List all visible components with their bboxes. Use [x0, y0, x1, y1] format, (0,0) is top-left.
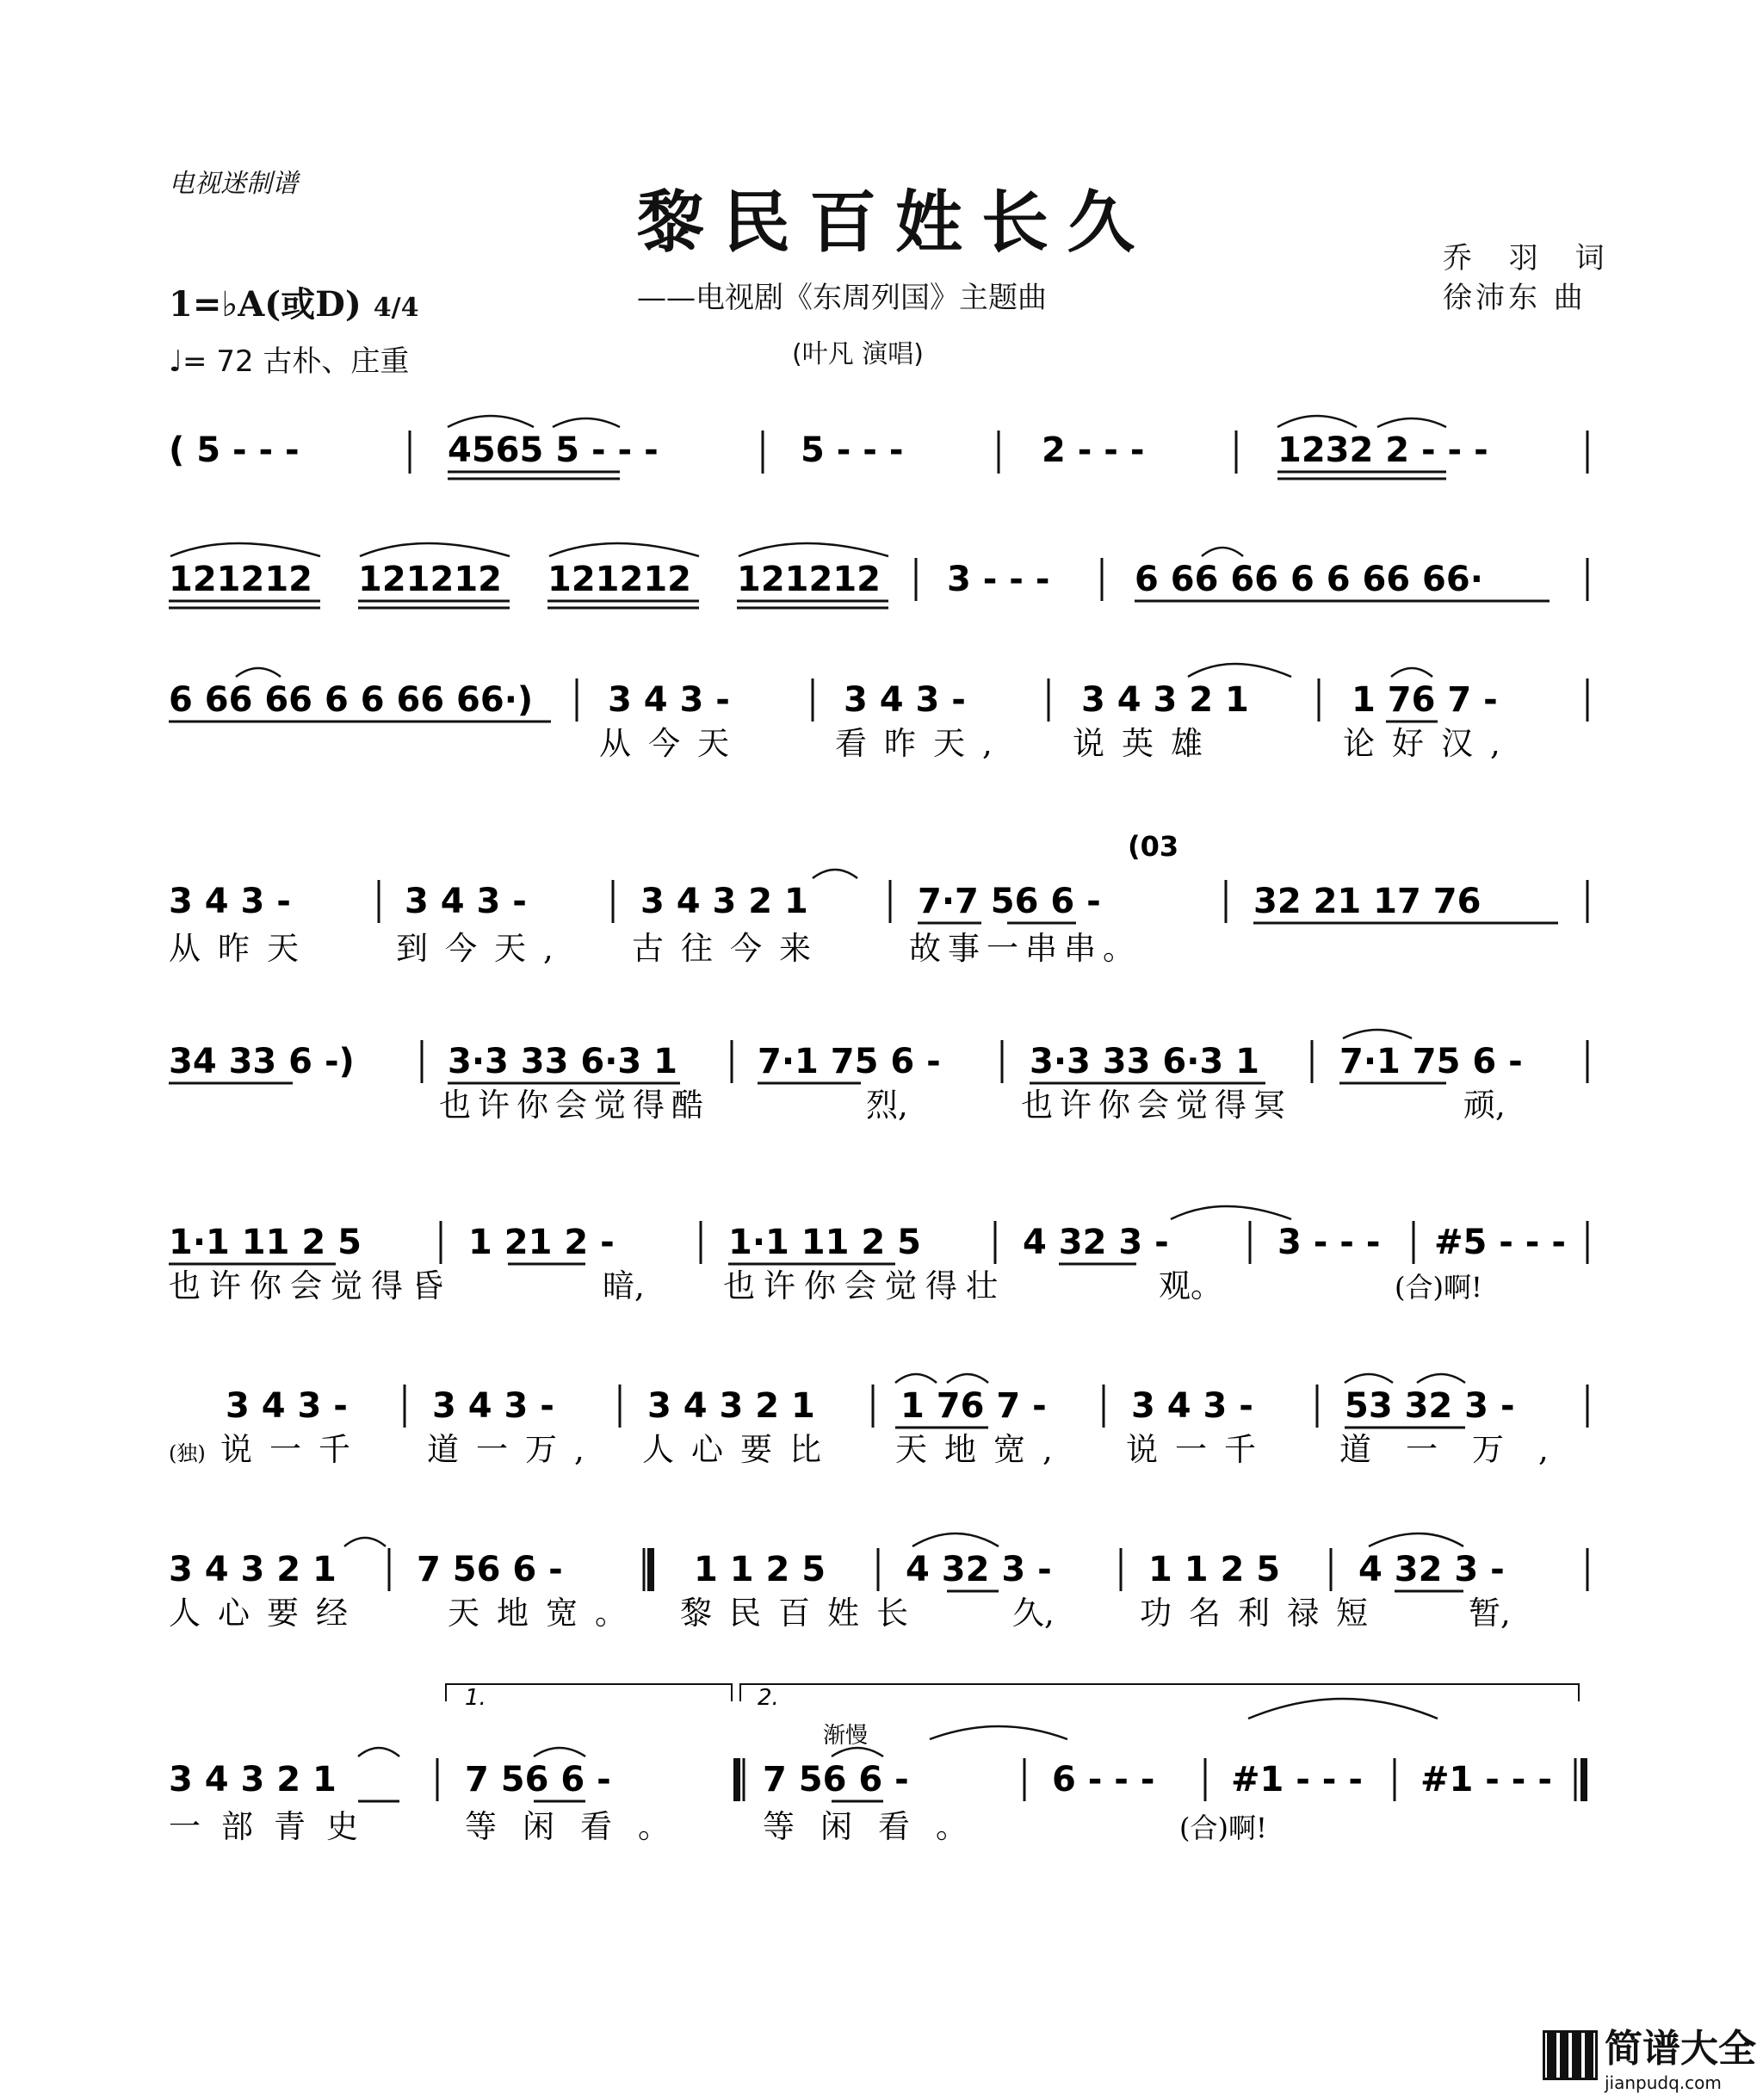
row8-lyric-3: 黎民百姓长: [680, 1595, 925, 1632]
slur: [1345, 1374, 1393, 1383]
row1-m4: 2 - - -: [1042, 431, 1145, 470]
row3-m2: 3 4 3 -: [608, 680, 730, 720]
row6-m4: 4 32 3 -: [1023, 1223, 1169, 1262]
row5-lyric-3: 也许你会觉得冥: [1021, 1087, 1292, 1124]
row3-lyric-2: 看昨天,: [835, 725, 1010, 762]
row5-lyric-1: 也许你会觉得酷: [439, 1087, 710, 1124]
row3-lyric-4: 论好汉,: [1343, 725, 1518, 762]
slur: [358, 1748, 399, 1756]
logo-url: jianpudq.com: [1605, 2072, 1722, 2093]
slur: [1369, 1533, 1463, 1546]
slur: [553, 418, 620, 427]
row4-lyric-1: 从昨天: [169, 930, 316, 967]
row6-m6: #5 - - -: [1434, 1223, 1566, 1262]
row9-m1: 3 4 3 2 1: [169, 1760, 337, 1800]
lyricist: 乔 羽 词: [1443, 241, 1618, 276]
row5-lyric-4: 顽,: [1463, 1087, 1506, 1124]
row7-m6: 53 32 3 -: [1345, 1386, 1515, 1426]
ritardando-mark: 渐慢: [823, 1723, 869, 1749]
singer: (叶凡 演唱): [792, 339, 924, 369]
row7-lyric-5: 说一千: [1126, 1431, 1273, 1468]
row1-m1: ( 5 - - -: [169, 431, 300, 470]
row1-m2: 4565 5 - - -: [448, 431, 659, 470]
row5-m5: 7·1 75 6 -: [1339, 1042, 1523, 1081]
row7-m1: 3 4 3 -: [226, 1386, 348, 1426]
volta-1: [446, 1684, 732, 1701]
composer: 徐沛东 曲: [1443, 281, 1587, 315]
row9-m6: #1 - - -: [1420, 1760, 1552, 1800]
row5-lyric-2: 烈,: [866, 1087, 908, 1124]
row3-m3: 3 4 3 -: [844, 680, 966, 720]
row6-m3: 1·1 11 2 5: [728, 1223, 921, 1262]
row8-lyric-1: 人心要经: [169, 1595, 365, 1632]
slur: [1277, 416, 1357, 427]
row2-m4: 121212: [737, 560, 881, 599]
row7-m2: 3 4 3 -: [432, 1386, 554, 1426]
row6-m5: 3 - - -: [1277, 1223, 1381, 1262]
slur: [344, 1538, 386, 1546]
row2-m1: 121212: [169, 560, 312, 599]
row8-m6: 4 32 3 -: [1358, 1550, 1505, 1589]
row1-m5: 1232 2 - - -: [1277, 431, 1488, 470]
logo-name: 简谱大全: [1605, 2027, 1756, 2071]
slur: [930, 1726, 1067, 1739]
slur: [534, 1748, 585, 1756]
row8-lyric-6: 暂,: [1469, 1595, 1511, 1632]
row7-solo-mark: (独): [169, 1441, 206, 1465]
slur: [1202, 548, 1243, 556]
row7-m4: 1 76 7 -: [900, 1386, 1047, 1426]
row9-m5: #1 - - -: [1231, 1760, 1363, 1800]
slur: [549, 543, 699, 556]
slur: [1377, 418, 1446, 427]
slur: [170, 543, 320, 556]
row3-m1: 6 66 66 6 6 66 66·): [169, 680, 534, 720]
row9-m3: 7 56 6 -: [763, 1760, 909, 1800]
slur: [1188, 664, 1291, 677]
row5-m3: 7·1 75 6 -: [758, 1042, 941, 1081]
slur: [912, 1533, 999, 1546]
row4-pickup: (03: [1128, 830, 1179, 863]
row4-m1: 3 4 3 -: [169, 882, 291, 921]
row7-m3: 3 4 3 2 1: [647, 1386, 815, 1426]
row6-chorus: (合)啊!: [1395, 1271, 1482, 1304]
row8-m3: 1 1 2 5: [694, 1550, 826, 1589]
row7-lyric-1: 说一千: [220, 1431, 368, 1468]
row9-lyric-3: 等闲看。: [763, 1808, 993, 1845]
row8-m5: 1 1 2 5: [1148, 1550, 1281, 1589]
row8-m1: 3 4 3 2 1: [169, 1550, 337, 1589]
row9-lyric-2: 等闲看。: [465, 1808, 696, 1845]
row7-m5: 3 4 3 -: [1131, 1386, 1253, 1426]
row1-m3: 5 - - -: [801, 431, 904, 470]
row6-m2: 1 21 2 -: [468, 1223, 615, 1262]
row3-lyric-1: 从今天: [599, 725, 746, 762]
slur: [236, 668, 281, 677]
piano-keys-icon: [1543, 2030, 1598, 2080]
row4-lyric-4: 故事一串串。: [909, 930, 1141, 967]
row2-m3: 121212: [547, 560, 691, 599]
row8-m4: 4 32 3 -: [906, 1550, 1052, 1589]
site-logo[interactable]: [1543, 2017, 1756, 2093]
row3-m5: 1 76 7 -: [1352, 680, 1498, 720]
row3-m4: 3 4 3 2 1: [1081, 680, 1249, 720]
row2-m2: 121212: [358, 560, 502, 599]
row3-lyric-3: 说英雄: [1073, 725, 1220, 762]
volta-2: [740, 1684, 1579, 1701]
slur: [947, 1374, 988, 1383]
row4-m5: 32 21 17 76: [1253, 882, 1482, 921]
slur: [813, 870, 857, 878]
song-title: 黎民百姓长久: [637, 183, 1154, 262]
row6-lyric-4: 观。: [1159, 1267, 1222, 1304]
slur: [448, 416, 534, 427]
slur: [895, 1374, 937, 1383]
row4-lyric-2: 到今天,: [396, 930, 571, 967]
row6-lyric-2: 暗,: [603, 1267, 645, 1304]
row6-lyric-1: 也许你会觉得昏: [169, 1267, 452, 1304]
row7-lyric-6: 道一万,: [1339, 1431, 1583, 1468]
slur: [832, 1748, 883, 1756]
slur: [1248, 1699, 1438, 1719]
time-signature: 4/4: [373, 293, 419, 323]
row4-m2: 3 4 3 -: [405, 882, 527, 921]
ending-2-label: 2.: [758, 1685, 779, 1711]
slur: [1343, 1030, 1412, 1038]
slur: [1391, 668, 1432, 677]
row7-lyric-2: 道一万,: [427, 1431, 602, 1468]
row4-m4: 7·7 56 6 -: [918, 882, 1101, 921]
row2-m6: 6 66 66 6 6 66 66·: [1135, 560, 1483, 599]
row9-chorus: (合)啊!: [1179, 1812, 1267, 1844]
row5-m2: 3·3 33 6·3 1: [448, 1042, 677, 1081]
row7-lyric-4: 天地宽,: [895, 1431, 1070, 1468]
volta-brackets: [446, 1684, 1579, 1701]
row7-lyric-3: 人心要比: [642, 1431, 838, 1468]
row5-m4: 3·3 33 6·3 1: [1030, 1042, 1259, 1081]
row5-m1: 34 33 6 -): [169, 1042, 355, 1081]
ending-1-label: 1.: [465, 1685, 486, 1711]
key-text: 1=♭A(或D): [169, 284, 362, 325]
slur: [1417, 1374, 1465, 1383]
maker-credit: 电视迷制谱: [169, 169, 298, 199]
row9-m2: 7 56 6 -: [465, 1760, 611, 1800]
row9-m4: 6 - - -: [1052, 1760, 1155, 1800]
row4-m3: 3 4 3 2 1: [640, 882, 808, 921]
row8-lyric-4: 久,: [1012, 1595, 1055, 1632]
row6-m1: 1·1 11 2 5: [169, 1223, 362, 1262]
slur: [1171, 1206, 1291, 1219]
row6-lyric-3: 也许你会觉得壮: [723, 1267, 1006, 1304]
row8-lyric-5: 功名利禄短: [1140, 1595, 1385, 1632]
slur: [739, 543, 888, 556]
song-subtitle: ——电视剧《东周列国》主题曲: [637, 281, 1047, 315]
slur: [360, 543, 510, 556]
tempo-marking: ♩= 72 古朴、庄重: [169, 344, 410, 379]
row2-m5: 3 - - -: [947, 560, 1050, 599]
row8-m2: 7 56 6 -: [417, 1550, 563, 1589]
row8-lyric-2: 天地宽。: [448, 1595, 644, 1632]
row9-lyric-1: 一部青史: [169, 1808, 379, 1845]
row4-lyric-3: 古往今来: [632, 930, 828, 967]
